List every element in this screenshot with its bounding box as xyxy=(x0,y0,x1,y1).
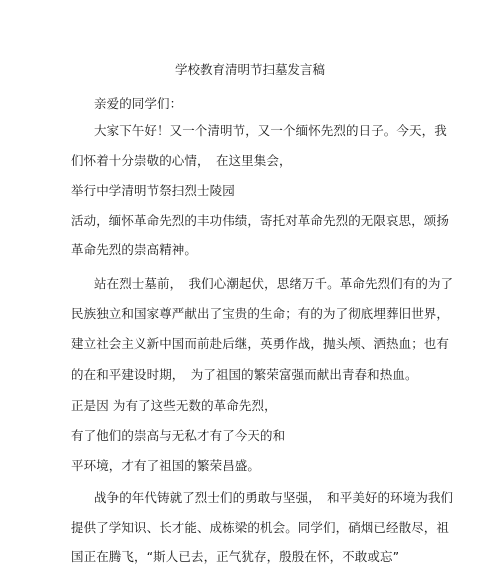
paragraph-line: 的在和平建设时期， 为了祖国的繁荣富强而献出青春和热血。 xyxy=(71,367,418,382)
paragraph-line: 们怀着十分崇敬的心情， 在这里集会， xyxy=(71,153,292,168)
paragraph-line: 平环境，才有了祖国的繁荣昌盛。 xyxy=(71,458,261,473)
paragraph-line: 正是因 为有了这些无数的革命先烈， xyxy=(71,398,277,413)
paragraph-line: 大家下午好！又一个清明节，又一个缅怀先烈的日子。今天，我 xyxy=(94,123,447,138)
paragraph-line: 建立社会主义新中国而前赴后继，英勇作战，抛头颅、洒热血；也有 xyxy=(71,336,450,351)
greeting-line: 亲爱的同学们： xyxy=(94,96,183,111)
paragraph-line: 革命先烈的崇高精神。 xyxy=(71,242,198,257)
paragraph-line: 有了他们的崇高与无私才有了今天的和 xyxy=(71,428,286,443)
paragraph-line: 举行中学清明节祭扫烈士陵园 xyxy=(71,183,235,198)
paragraph-line: 民族独立和国家尊严献出了宝贵的生命；有的为了彻底埋葬旧世界， xyxy=(71,306,450,321)
paragraph-line: 活动，缅怀革命先烈的丰功伟绩，寄托对革命先烈的无限哀思，颂扬 xyxy=(71,213,450,228)
document-title: 学校教育清明节扫墓发言稿 xyxy=(174,62,325,77)
paragraph-line: 站在烈士墓前， 我们心潮起伏，思绪万千。革命先烈们有的为了 xyxy=(94,276,454,291)
paragraph-line: 战争的年代铸就了烈士们的勇敢与坚强， 和平美好的环境为我们 xyxy=(94,490,454,505)
paragraph-line: 国正在腾飞，“斯人已去，正气犹存，殷殷在怀，不敢或忘” xyxy=(71,549,400,564)
paragraph-line: 提供了学知识、长才能、成栋梁的机会。同学们，硝烟已经散尽，祖 xyxy=(71,520,450,535)
